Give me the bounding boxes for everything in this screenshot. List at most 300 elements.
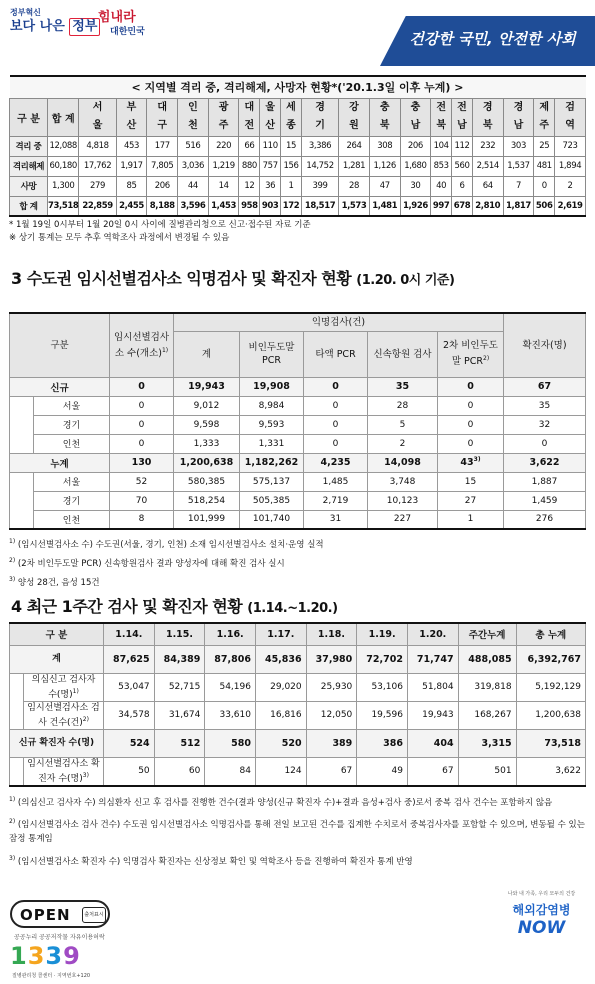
now-logo-tagline: 나와 내 가족, 우리 모두의 건강: [507, 891, 576, 897]
call-digit: 3: [45, 942, 64, 970]
gov-logo-line2a: 보다 나은: [10, 19, 65, 34]
table-cell: [174, 377, 240, 396]
table-cell: 25: [534, 136, 555, 156]
table-cell: 1,126: [369, 156, 400, 176]
group-label: 누계: [10, 453, 110, 472]
table-cell: [240, 453, 304, 472]
kogl-open-badge: [10, 900, 110, 928]
now-logo-line2: NOW: [517, 918, 566, 938]
rapid-antigen-header: 신속항원 검사: [368, 331, 438, 377]
region-header: [79, 98, 116, 136]
column-header: 1.15.: [154, 623, 205, 645]
table-cell: 54,196: [205, 673, 256, 701]
table-cell: 0: [110, 415, 174, 434]
region-header-char: 충: [379, 102, 390, 113]
table-cell: 70: [110, 491, 174, 510]
table-row: [10, 396, 586, 415]
table-cell: 168,267: [458, 701, 516, 729]
table-cell: [304, 377, 368, 396]
table-cell: 1: [438, 510, 504, 529]
table-cell: 1,817: [503, 196, 534, 216]
table-cell: 903: [260, 196, 281, 216]
indent-cell: [10, 757, 24, 786]
region-header-char: 주: [218, 120, 229, 131]
region-header-char: 대: [244, 102, 255, 113]
table-cell: 481: [534, 156, 555, 176]
region-header: [400, 98, 431, 136]
table-cell: 71,747: [407, 645, 458, 673]
table-cell: 386: [357, 729, 408, 757]
table-cell: 12: [239, 176, 260, 196]
table-cell: 84: [205, 757, 256, 786]
table-cell: 7,805: [147, 156, 178, 176]
row-header-cell: 구 분: [10, 98, 48, 136]
indent-cell: [10, 510, 34, 529]
section-3-title: [11, 266, 454, 289]
regional-note-1: * 1월 19일 0시부터 1월 20일 0시 사이에 질병관리청으로 신고·접수된 자료 기준: [9, 220, 311, 230]
table-cell: 3,315: [458, 729, 516, 757]
table-cell: 1,926: [400, 196, 431, 216]
footnote-mark: 3): [9, 575, 16, 583]
region-header-char: 남: [410, 120, 421, 131]
region-header-char: 경: [315, 102, 325, 113]
table-row: [10, 491, 586, 510]
table-cell: 25,930: [306, 673, 357, 701]
row-total: 1,300: [48, 176, 79, 196]
row-label-footnote: 2): [82, 715, 89, 723]
table-cell: 124: [255, 757, 306, 786]
table-cell: 1,573: [339, 196, 370, 216]
second-pcr-header-text: 2차 비인두도말 PCR: [443, 340, 498, 368]
table-cell: [240, 377, 304, 396]
table-cell: 35: [504, 396, 586, 415]
cell-value: 0: [332, 381, 339, 392]
region-header-char: 울: [265, 102, 276, 113]
region-header-char: 산: [126, 120, 137, 131]
table-row: [10, 156, 586, 176]
regional-note-2: ※ 상기 통계는 모두 추후 역학조사 과정에서 변경될 수 있음: [9, 233, 230, 243]
row-label-footnote: 1): [72, 687, 79, 695]
table-cell: 1,894: [555, 156, 586, 176]
region-header: [534, 98, 555, 136]
table-cell: 64: [472, 176, 503, 196]
cell-value: 67: [537, 381, 552, 392]
summary-row: [10, 453, 586, 472]
table-cell: 31: [304, 510, 368, 529]
table-cell: 19,596: [357, 701, 408, 729]
footnote: [9, 572, 586, 591]
table-cell: 28: [339, 176, 370, 196]
table-cell: 52,715: [154, 673, 205, 701]
table-row: [10, 472, 586, 491]
region-header: [178, 98, 209, 136]
cell-value: 0: [467, 381, 474, 392]
table-cell: [438, 377, 504, 396]
table-cell: 1,485: [304, 472, 368, 491]
row-label-text: 임시선별검사소 검사 건수(건): [27, 702, 100, 728]
table-cell: 156: [281, 156, 302, 176]
row-total: 73,518: [48, 196, 79, 216]
cell-value: 1,182,262: [244, 457, 299, 468]
government-innovation-logo: [10, 8, 100, 36]
indent-cell: [10, 673, 24, 701]
table-cell: 17,762: [79, 156, 116, 176]
table-cell: 580,385: [174, 472, 240, 491]
region-label: 서울: [34, 472, 110, 491]
table-cell: 66: [239, 136, 260, 156]
second-pcr-header-sup: 2): [483, 355, 490, 363]
region-header-char: 광: [218, 102, 229, 113]
region-header-char: 구: [157, 120, 168, 131]
table-cell: [110, 377, 174, 396]
footnote-mark: 1): [9, 538, 16, 545]
region-header-char: 남: [513, 120, 524, 131]
table-row: [10, 729, 586, 757]
table-row: [10, 434, 586, 453]
cell-value: 14,098: [384, 457, 421, 468]
table-cell: 9,593: [240, 415, 304, 434]
table-cell: 206: [147, 176, 178, 196]
open-tag: 출처표시: [82, 907, 106, 923]
table-cell: 488,085: [458, 645, 516, 673]
cell-value: 130: [131, 457, 152, 468]
table-cell: 4,818: [79, 136, 116, 156]
table-cell: 3,596: [178, 196, 209, 216]
table-row: [10, 415, 586, 434]
cell-value: 4,235: [320, 457, 351, 468]
table-cell: 678: [452, 196, 473, 216]
table-cell: 87,806: [205, 645, 256, 673]
table-cell: 36: [260, 176, 281, 196]
page-header: [0, 0, 595, 78]
region-label: 경기: [34, 415, 110, 434]
slogan-line1: 힘내라: [98, 10, 136, 25]
table-cell: 512: [154, 729, 205, 757]
footnote: [9, 815, 586, 846]
row-label: 합 계: [10, 196, 48, 216]
table-cell: 28: [368, 396, 438, 415]
region-header-char: 부: [126, 102, 137, 113]
row-label: 신규 확진자 수(명): [10, 729, 104, 757]
row-label: 사망: [10, 176, 48, 196]
slogan-line2: 대한민국: [110, 27, 145, 37]
cell-footnote: 3): [473, 456, 481, 464]
table-cell: 853: [431, 156, 452, 176]
region-header: [555, 98, 586, 136]
region-header-char: 제: [539, 102, 550, 113]
table-cell: 101,740: [240, 510, 304, 529]
table-row: [10, 176, 586, 196]
row-label-text: 임시선별검사소 확진자 수(명): [27, 758, 100, 784]
row-label: 격리 중: [10, 136, 48, 156]
table-cell: 31,674: [154, 701, 205, 729]
table-cell: 319,818: [458, 673, 516, 701]
table-cell: 0: [504, 434, 586, 453]
row-label-footnote: 3): [82, 771, 89, 779]
region-header-char: 강: [349, 102, 359, 113]
column-header: 1.17.: [255, 623, 306, 645]
table-cell: 1,333: [174, 434, 240, 453]
anonymous-test-section: [9, 312, 586, 590]
table-cell: 47: [369, 176, 400, 196]
table-cell: 12,050: [306, 701, 357, 729]
table-cell: 5,192,129: [516, 673, 585, 701]
table-cell: 0: [304, 415, 368, 434]
table-cell: [174, 453, 240, 472]
table-cell: 2: [555, 176, 586, 196]
table-cell: 524: [104, 729, 155, 757]
footnote-mark: 2): [9, 818, 16, 826]
table-cell: 30: [400, 176, 431, 196]
cell-value: 19,943: [188, 381, 225, 392]
footnote-text: (2차 비인두도말 PCR) 신속항원검사 결과 양성자에 대해 확진 검사 실시: [15, 558, 285, 569]
table-cell: 85: [116, 176, 147, 196]
region-header-char: 남: [457, 120, 467, 131]
region-header: [260, 98, 281, 136]
table-cell: 67: [407, 757, 458, 786]
call-digit: 9: [63, 942, 81, 970]
table-cell: 264: [339, 136, 370, 156]
header-row: [10, 623, 586, 645]
weekly-status-section: [9, 622, 586, 875]
table-cell: 49: [357, 757, 408, 786]
table-cell: 506: [534, 196, 555, 216]
table-cell: 0: [304, 396, 368, 415]
row-total: 12,088: [48, 136, 79, 156]
table-cell: 22,859: [79, 196, 116, 216]
region-header: [369, 98, 400, 136]
table-cell: 5: [368, 415, 438, 434]
region-label: 인천: [34, 510, 110, 529]
table-cell: 1,680: [400, 156, 431, 176]
table-cell: 1,281: [339, 156, 370, 176]
table-cell: 19,943: [407, 701, 458, 729]
table-cell: 2,619: [555, 196, 586, 216]
region-header-char: 세: [286, 102, 296, 113]
table-cell: [504, 377, 586, 396]
column-header: 1.19.: [357, 623, 408, 645]
regional-table-caption: < 지역별 격리 중, 격리해제, 사망자 현황*('20.1.3일 이후 누계) >: [10, 76, 586, 98]
table-cell: [368, 453, 438, 472]
table-cell: 575,137: [240, 472, 304, 491]
saliva-pcr-header: 타액 PCR: [304, 331, 368, 377]
table-cell: 399: [301, 176, 338, 196]
region-header: [452, 98, 473, 136]
section-4-subtitle: (1.14.~1.20.): [247, 601, 338, 616]
region-header-char: 울: [92, 120, 103, 131]
region-label: 경기: [34, 491, 110, 510]
footnote: [9, 793, 586, 810]
regional-status-table: [9, 75, 586, 217]
table-row: [10, 510, 586, 529]
regional-status-section: [9, 75, 586, 245]
table-cell: 101,999: [174, 510, 240, 529]
table-cell: 516: [178, 136, 209, 156]
call-center-1339-logo: [10, 942, 81, 970]
cell-value: 35: [395, 381, 410, 392]
table-cell: 53,047: [104, 673, 155, 701]
column-header: 1.20.: [407, 623, 458, 645]
row-total: 60,180: [48, 156, 79, 176]
table-cell: 10,123: [368, 491, 438, 510]
table-cell: 505,385: [240, 491, 304, 510]
region-label: 서울: [34, 396, 110, 415]
table-cell: 73,518: [516, 729, 585, 757]
table-cell: 0: [438, 434, 504, 453]
table-cell: 1,887: [504, 472, 586, 491]
table-cell: 52: [110, 472, 174, 491]
footnote-text: (의심신고 검사자 수) 의심환자 신고 후 검사를 진행한 건수(결과 양성(신규 확진자 수)+결과 음성+검사 중)로서 중복 검사 건수는 포함하지 않음: [15, 797, 553, 808]
table-cell: 232: [472, 136, 503, 156]
footnote-text: (임시선별검사소 확진자 수) 익명검사 확진자는 신상정보 확인 및 역학조사 등을 진행하여 확진자 통계 반영: [15, 856, 413, 867]
table-cell: [304, 453, 368, 472]
weekly-status-notes: [9, 793, 586, 869]
section-4-title-text: 4 최근 1주간 검사 및 확진자 현황: [11, 597, 243, 616]
region-header: [281, 98, 302, 136]
table-cell: 1,331: [240, 434, 304, 453]
row-label-text: 의심신고 검사자 수(명): [31, 674, 96, 700]
column-header: 1.16.: [205, 623, 256, 645]
table-cell: 112: [452, 136, 473, 156]
table-cell: 279: [79, 176, 116, 196]
table-cell: [438, 453, 504, 472]
table-cell: 2,455: [116, 196, 147, 216]
table-cell: 757: [260, 156, 281, 176]
footnote-text: (임시선별검사소 수) 수도권(서울, 경기, 인천) 소재 임시선별검사소 설치·운영 실적: [15, 539, 324, 550]
table-cell: 308: [369, 136, 400, 156]
table-cell: 8,984: [240, 396, 304, 415]
table-cell: 389: [306, 729, 357, 757]
region-header-char: 대: [157, 102, 168, 113]
table-cell: 0: [110, 396, 174, 415]
region-header-char: 전: [436, 102, 446, 113]
region-header-char: 천: [188, 120, 198, 131]
open-caption: 공공누리 공공저작물 자유이용허락: [14, 934, 105, 941]
row-label: 격리해제: [10, 156, 48, 176]
total-tests-header: 계: [174, 331, 240, 377]
table-row: [10, 196, 586, 216]
column-header: 구 분: [10, 623, 104, 645]
table-cell: 0: [438, 396, 504, 415]
region-header-char: 경: [482, 102, 493, 113]
table-cell: 0: [534, 176, 555, 196]
table-cell: 104: [431, 136, 452, 156]
region-header-char: 검: [565, 102, 575, 113]
cell-value: 43: [460, 457, 474, 469]
table-cell: 45,836: [255, 645, 306, 673]
region-header-char: 원: [349, 120, 359, 131]
region-header-char: 전: [244, 120, 255, 131]
footnote-mark: 3): [9, 855, 16, 863]
weekly-status-table: [9, 622, 586, 787]
region-header-char: 서: [92, 102, 103, 113]
overseas-infection-now-logo: [494, 890, 589, 950]
table-cell: 53,106: [357, 673, 408, 701]
call-digit: 3: [27, 942, 46, 970]
table-cell: 84,389: [154, 645, 205, 673]
footnote-mark: 2): [9, 556, 16, 564]
total-header-cell: 합 계: [48, 98, 79, 136]
region-header-char: 주: [539, 120, 550, 131]
table-cell: 50: [104, 757, 155, 786]
table-cell: 15: [438, 472, 504, 491]
section-4-title: [11, 594, 338, 617]
cell-value: 0: [138, 381, 145, 392]
table-cell: 580: [205, 729, 256, 757]
column-header: 1.14.: [104, 623, 155, 645]
summary-row: [10, 377, 586, 396]
table-cell: 34,578: [104, 701, 155, 729]
call-center-caption: 질병관리청 콜센터 · 지역번호+120: [12, 973, 91, 979]
table-cell: 2: [368, 434, 438, 453]
table-cell: 0: [438, 415, 504, 434]
table-cell: 67: [306, 757, 357, 786]
table-cell: 37,980: [306, 645, 357, 673]
table-cell: 0: [304, 434, 368, 453]
region-header: [301, 98, 338, 136]
table-row: [10, 645, 586, 673]
row-label: [24, 757, 104, 786]
footnote-mark: 1): [9, 795, 16, 803]
indent-cell: [10, 472, 34, 491]
gov-logo-line1: 정부혁신: [10, 8, 41, 17]
footnote: [9, 553, 586, 572]
section-3-subtitle: (1.20. 0시 기준): [356, 273, 455, 288]
region-label: 인천: [34, 434, 110, 453]
cell-value: 1,200,638: [179, 457, 234, 468]
region-header-char: 인: [188, 102, 198, 113]
slogan-logo: [98, 10, 145, 40]
table-cell: 276: [504, 510, 586, 529]
indent-cell: [10, 434, 34, 453]
nasal-pcr-header: 비인두도말 PCR: [240, 331, 304, 377]
table-cell: [110, 453, 174, 472]
table-cell: [368, 377, 438, 396]
table-cell: 0: [110, 434, 174, 453]
table-cell: 518,254: [174, 491, 240, 510]
anonymous-test-notes: [9, 534, 586, 590]
table-cell: 453: [116, 136, 147, 156]
table-cell: 8: [110, 510, 174, 529]
open-text: OPEN: [20, 906, 71, 924]
table-cell: 520: [255, 729, 306, 757]
table-cell: 501: [458, 757, 516, 786]
row-label: [24, 673, 104, 701]
section-3-title-text: 3 수도권 임시선별검사소 익명검사 및 확진자 현황: [11, 269, 352, 288]
sites-header: [110, 313, 174, 377]
table-cell: 2,514: [472, 156, 503, 176]
table-cell: 9,598: [174, 415, 240, 434]
row-label: 계: [10, 645, 104, 673]
column-header: 총 누계: [516, 623, 585, 645]
table-cell: [504, 453, 586, 472]
confirmed-header: 확진자(명): [504, 313, 586, 377]
table-cell: 177: [147, 136, 178, 156]
table-cell: 1,200,638: [516, 701, 585, 729]
table-cell: 303: [503, 136, 534, 156]
header-banner-text: 건강한 국민, 안전한 사회: [409, 30, 576, 48]
table-cell: 227: [368, 510, 438, 529]
region-header-char: 기: [315, 120, 325, 131]
table-cell: 18,517: [301, 196, 338, 216]
table-cell: 2,719: [304, 491, 368, 510]
table-cell: 14,752: [301, 156, 338, 176]
table-cell: 60: [154, 757, 205, 786]
table-row: [10, 673, 586, 701]
table-cell: 33,610: [205, 701, 256, 729]
table-row: [10, 136, 586, 156]
table-cell: 3,748: [368, 472, 438, 491]
